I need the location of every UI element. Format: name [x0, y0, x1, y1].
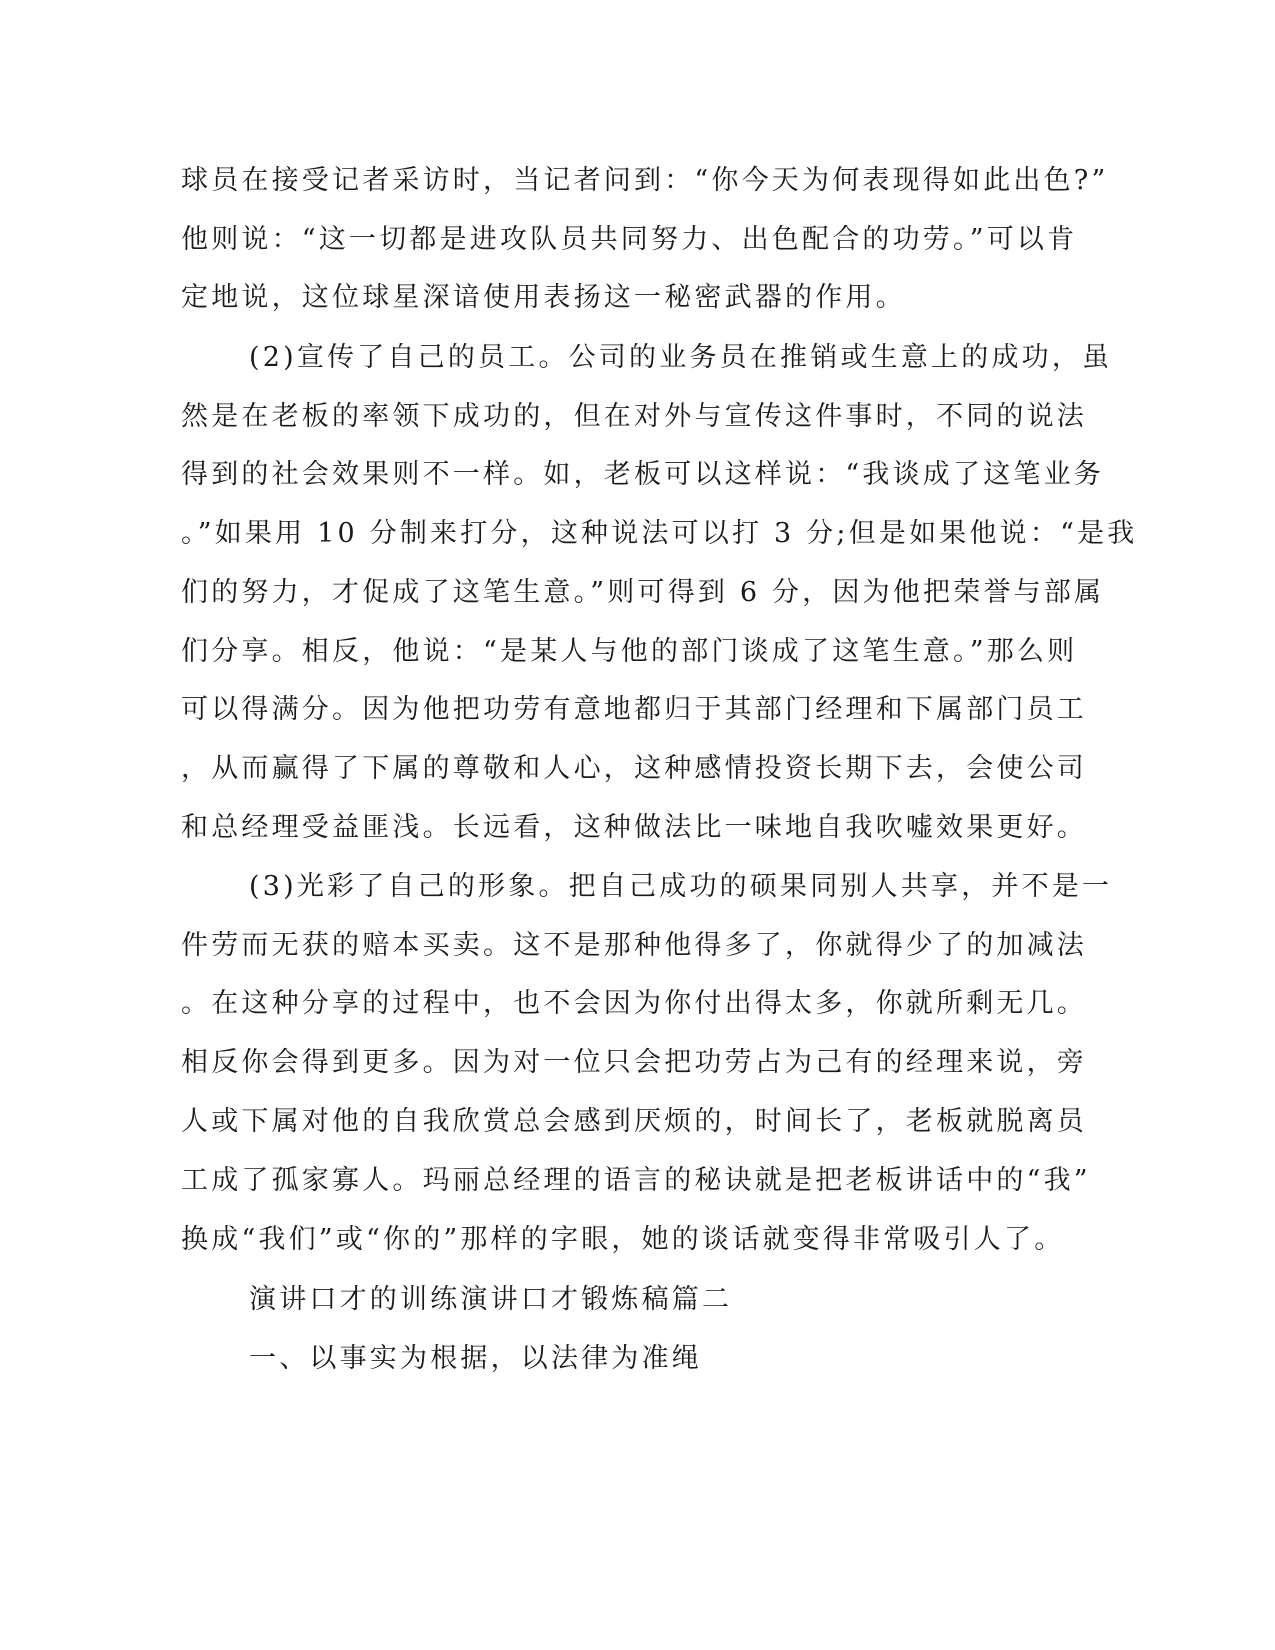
section-title: 演讲口才的训练演讲口才锻炼稿篇二: [249, 1284, 733, 1315]
text-line: 。在这种分享的过程中，也不会因为你付出得太多，你就所剩无几。: [181, 988, 1087, 1019]
text-line: 工成了孤家寡人。玛丽总经理的语言的秘诀就是把老板讲话中的“我”: [181, 1165, 1091, 1196]
text-line: 球员在接受记者采访时，当记者问到：“你今天为何表现得如此出色?”: [181, 165, 1109, 196]
text-line: 人或下属对他的自我欣赏总会感到厌烦的，时间长了，老板就脱离员: [181, 1106, 1087, 1137]
text-line: 得到的社会效果则不一样。如，老板可以这样说：“我谈成了这笔业务: [181, 459, 1105, 490]
paragraph-heading-2: (2)宣传了自己的员工。公司的业务员在推销或生意上的成功，虽: [249, 342, 1113, 373]
text-line: ，从而赢得了下属的尊敬和人心，这种感情投资长期下去，会使公司: [181, 753, 1087, 784]
text-line: 换成“我们”或“你的”那样的字眼，她的谈话就变得非常吸引人了。: [181, 1224, 1065, 1255]
paragraph-heading-3: (3)光彩了自己的形象。把自己成功的硕果同别人共享，并不是一: [249, 871, 1113, 902]
text-line: 们分享。相反，他说：“是某人与他的部门谈成了这笔生意。”那么则: [181, 636, 1078, 667]
text-line: 他则说：“这一切都是进攻队员共同努力、出色配合的功劳。”可以肯: [181, 224, 1078, 255]
text-line: 可以得满分。因为他把功劳有意地都归于其部门经理和下属部门员工: [181, 694, 1087, 725]
section-subheading: 一、以事实为根据，以法律为准绳: [249, 1343, 702, 1374]
text-line: 和总经理受益匪浅。长远看，这种做法比一味地自我吹嘘效果更好。: [181, 812, 1087, 843]
text-line: 们的努力，才促成了这笔生意。”则可得到 6 分，因为他把荣誉与部属: [181, 577, 1105, 608]
text-line: 件劳而无获的赔本买卖。这不是那种他得多了，你就得少了的加减法: [181, 930, 1087, 961]
text-line: 定地说，这位球星深谙使用表扬这一秘密武器的作用。: [181, 282, 906, 313]
text-line: 相反你会得到更多。因为对一位只会把功劳占为己有的经理来说，旁: [181, 1047, 1087, 1078]
text-line: 然是在老板的率领下成功的，但在对外与宣传这件事时，不同的说法: [181, 401, 1087, 432]
text-line: 。”如果用 10 分制来打分，这种说法可以打 3 分;但是如果他说：“是我: [181, 518, 1138, 549]
